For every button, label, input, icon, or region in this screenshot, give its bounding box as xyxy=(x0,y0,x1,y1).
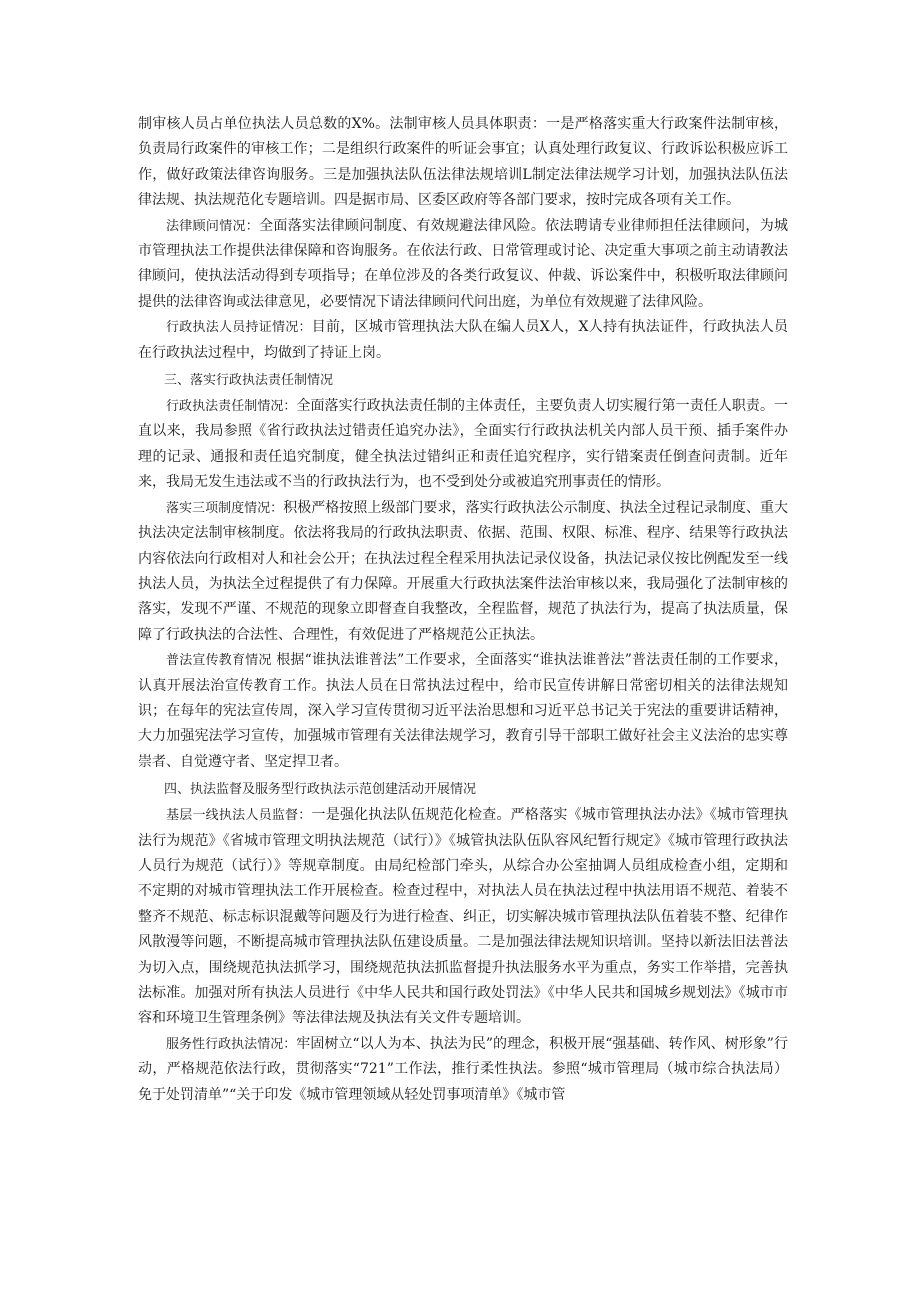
paragraph-lead: 行政执法责任制情况： xyxy=(166,399,297,415)
paragraph-text: 全面落实行政执法责任制的主体责任，主要负责人切实履行第一责任人职责。一直以来，我局参照《省行政执法过错责任追究办法》，全面实行行政执法机关内部人员干预、插手案件办理的记录、通报和责任追究制度，健全执法过错纠正和责任追究程序，实行错案责任倒查问责制。近年来，我局无发生违法或不当的行政执法行为，也不受到处分或被追究刑事责任的情形。 xyxy=(138,398,788,491)
paragraph-text: 全面落实法律顾问制度、有效规避法律风险。依法聘请专业律师担任法律顾问，为城市管理执法工作提供法律保障和咨询服务。在依法行政、日常管理或讨论、决定重大事项之前主动请教法律顾问，使执法活动得到专项指导；在单位涉及的各类行政复议、仲裁、诉讼案件中，积极听取法律顾问提供的法律咨询或法律意见，必要情况下请法律顾问代问出庭，为单位有效规避了法律风险。 xyxy=(138,217,788,310)
paragraph-text: 牢固树立“以人为本、执法为民”的理念，积极开展“强基础、转作风、树形象”行动，严格规范依法行政，贯彻落实“721”工作法，推行柔性执法。参照“城市管理局（城市综合执法局）免于处罚清单”“关于印发《城市管理领域从轻处罚事项清单》《城市管 xyxy=(138,1035,788,1103)
paragraph-service-enforcement xyxy=(138,1032,788,1108)
paragraph-legal-advisor xyxy=(138,214,788,316)
paragraph-lead: 基层一线执法人员监督： xyxy=(166,808,312,824)
paragraph-certificate-holding xyxy=(138,315,788,366)
paragraph-lead: 行政执法人员持证情况： xyxy=(166,320,312,336)
paragraph-responsibility-system xyxy=(138,394,788,496)
section-heading-3: 三、落实行政执法责任制情况 xyxy=(164,373,334,389)
paragraph-text: 目前，区城市管理执法大队在编人员X人，X人持有执法证件，行政执法人员在行政执法过程中，均做到了持证上岗。 xyxy=(138,319,788,361)
paragraph-lead: 普法宣传教育情况 xyxy=(166,653,272,669)
paragraph-legal-review-duties xyxy=(138,112,788,214)
paragraph-frontline-supervision xyxy=(138,803,788,1032)
paragraph-text: 一是强化执法队伍规范化检查。严格落实《城市管理执法办法》《城市管理执法行为规范》《省城市管理文明执法规范（试行）》《城管执法队伍队容风纪暂行规定》《城市管理行政执法人员行为规范（试行）》等规章制度。由局纪检部门牵头，从综合办公室抽调人员组成检查小组，定期和不定期的对城市管理执法工作开展检查。检查过程中，对执法人员在执法过程中执法用语不规范、着装不整齐不规范、标志标识混戴等问题及行为进行检查、纠正，切实解决城市管理执法队伍着装不整、纪律作风散漫等问题，不断提高城市管理执法队伍建设质量。二是加强法律法规知识培训。坚持以新法旧法普法为切入点，围绕规范执法抓学习，围绕规范执法抓监督提升执法服务水平为重点，务实工作举措，完善执法标准。加强对所有执法人员进行《中华人民共和国行政处罚法》《中华人民共和国城乡规划法》《城市市容和环境卫生管理条例》等法律法规及执法有关文件专题培训。 xyxy=(138,807,788,1027)
paragraph-lead: 服务性行政执法情况： xyxy=(166,1036,297,1052)
paragraph-text: 制审核人员占单位执法人员总数的X%。法制审核人员具体职责：一是严格落实重大行政案件法制审核，负责局行政案件的审核工作；二是组织行政案件的听证会事宜；认真处理行政复议、行政诉讼积极应诉工作，做好政策法律咨询服务。三是加强执法队伍法律法规培训L制定法律法规学习计划，加强执法队伍法律法规、执法规范化专题培训。四是据市局、区委区政府等各部门要求，按时完成各项有关工作。 xyxy=(138,116,788,209)
paragraph-law-education xyxy=(138,648,788,775)
paragraph-lead: 法律顾问情况： xyxy=(166,218,260,234)
paragraph-text: 根据“谁执法谁普法”工作要求，全面落实“谁执法谁普法”普法责任制的工作要求，认真开展法治宣传教育工作。执法人员在日常执法过程中，给市民宣传讲解日常密切相关的法律法规知识；在每年的宪法宣传周，深入学习宣传贯彻习近平法治思想和习近平总书记关于宪法的重要讲话精神，大力加强宪法学习宣传，加强城市管理有关法律法规学习，教育引导干部职工做好社会主义法治的忠实尊崇者、自觉遵守者、坚定捍卫者。 xyxy=(138,652,788,770)
paragraph-three-systems xyxy=(138,496,788,648)
paragraph-lead: 落实三项制度情况： xyxy=(166,500,284,516)
section-heading-4: 四、执法监督及服务型行政执法示范创建活动开展情况 xyxy=(164,782,477,798)
document-page xyxy=(138,112,788,1108)
paragraph-text: 积极严格按照上级部门要求，落实行政执法公示制度、执法全过程记录制度、重大执法决定法制审核制度。依法将我局的行政执法职责、依据、范围、权限、标准、程序、结果等行政执法内容依法向行政相对人和社会公开；在执法过程全程采用执法记录仪设备，执法记录仪按比例配发至一线执法人员，为执法全过程提供了有力保障。开展重大行政执法案件法治审核以来，我局强化了法制审核的落实，发现不严谨、不规范的现象立即督查自我整改，全程监督，规范了执法行为，提高了执法质量，保障了行政执法的合法性、合理性，有效促进了严格规范公正执法。 xyxy=(138,499,788,643)
